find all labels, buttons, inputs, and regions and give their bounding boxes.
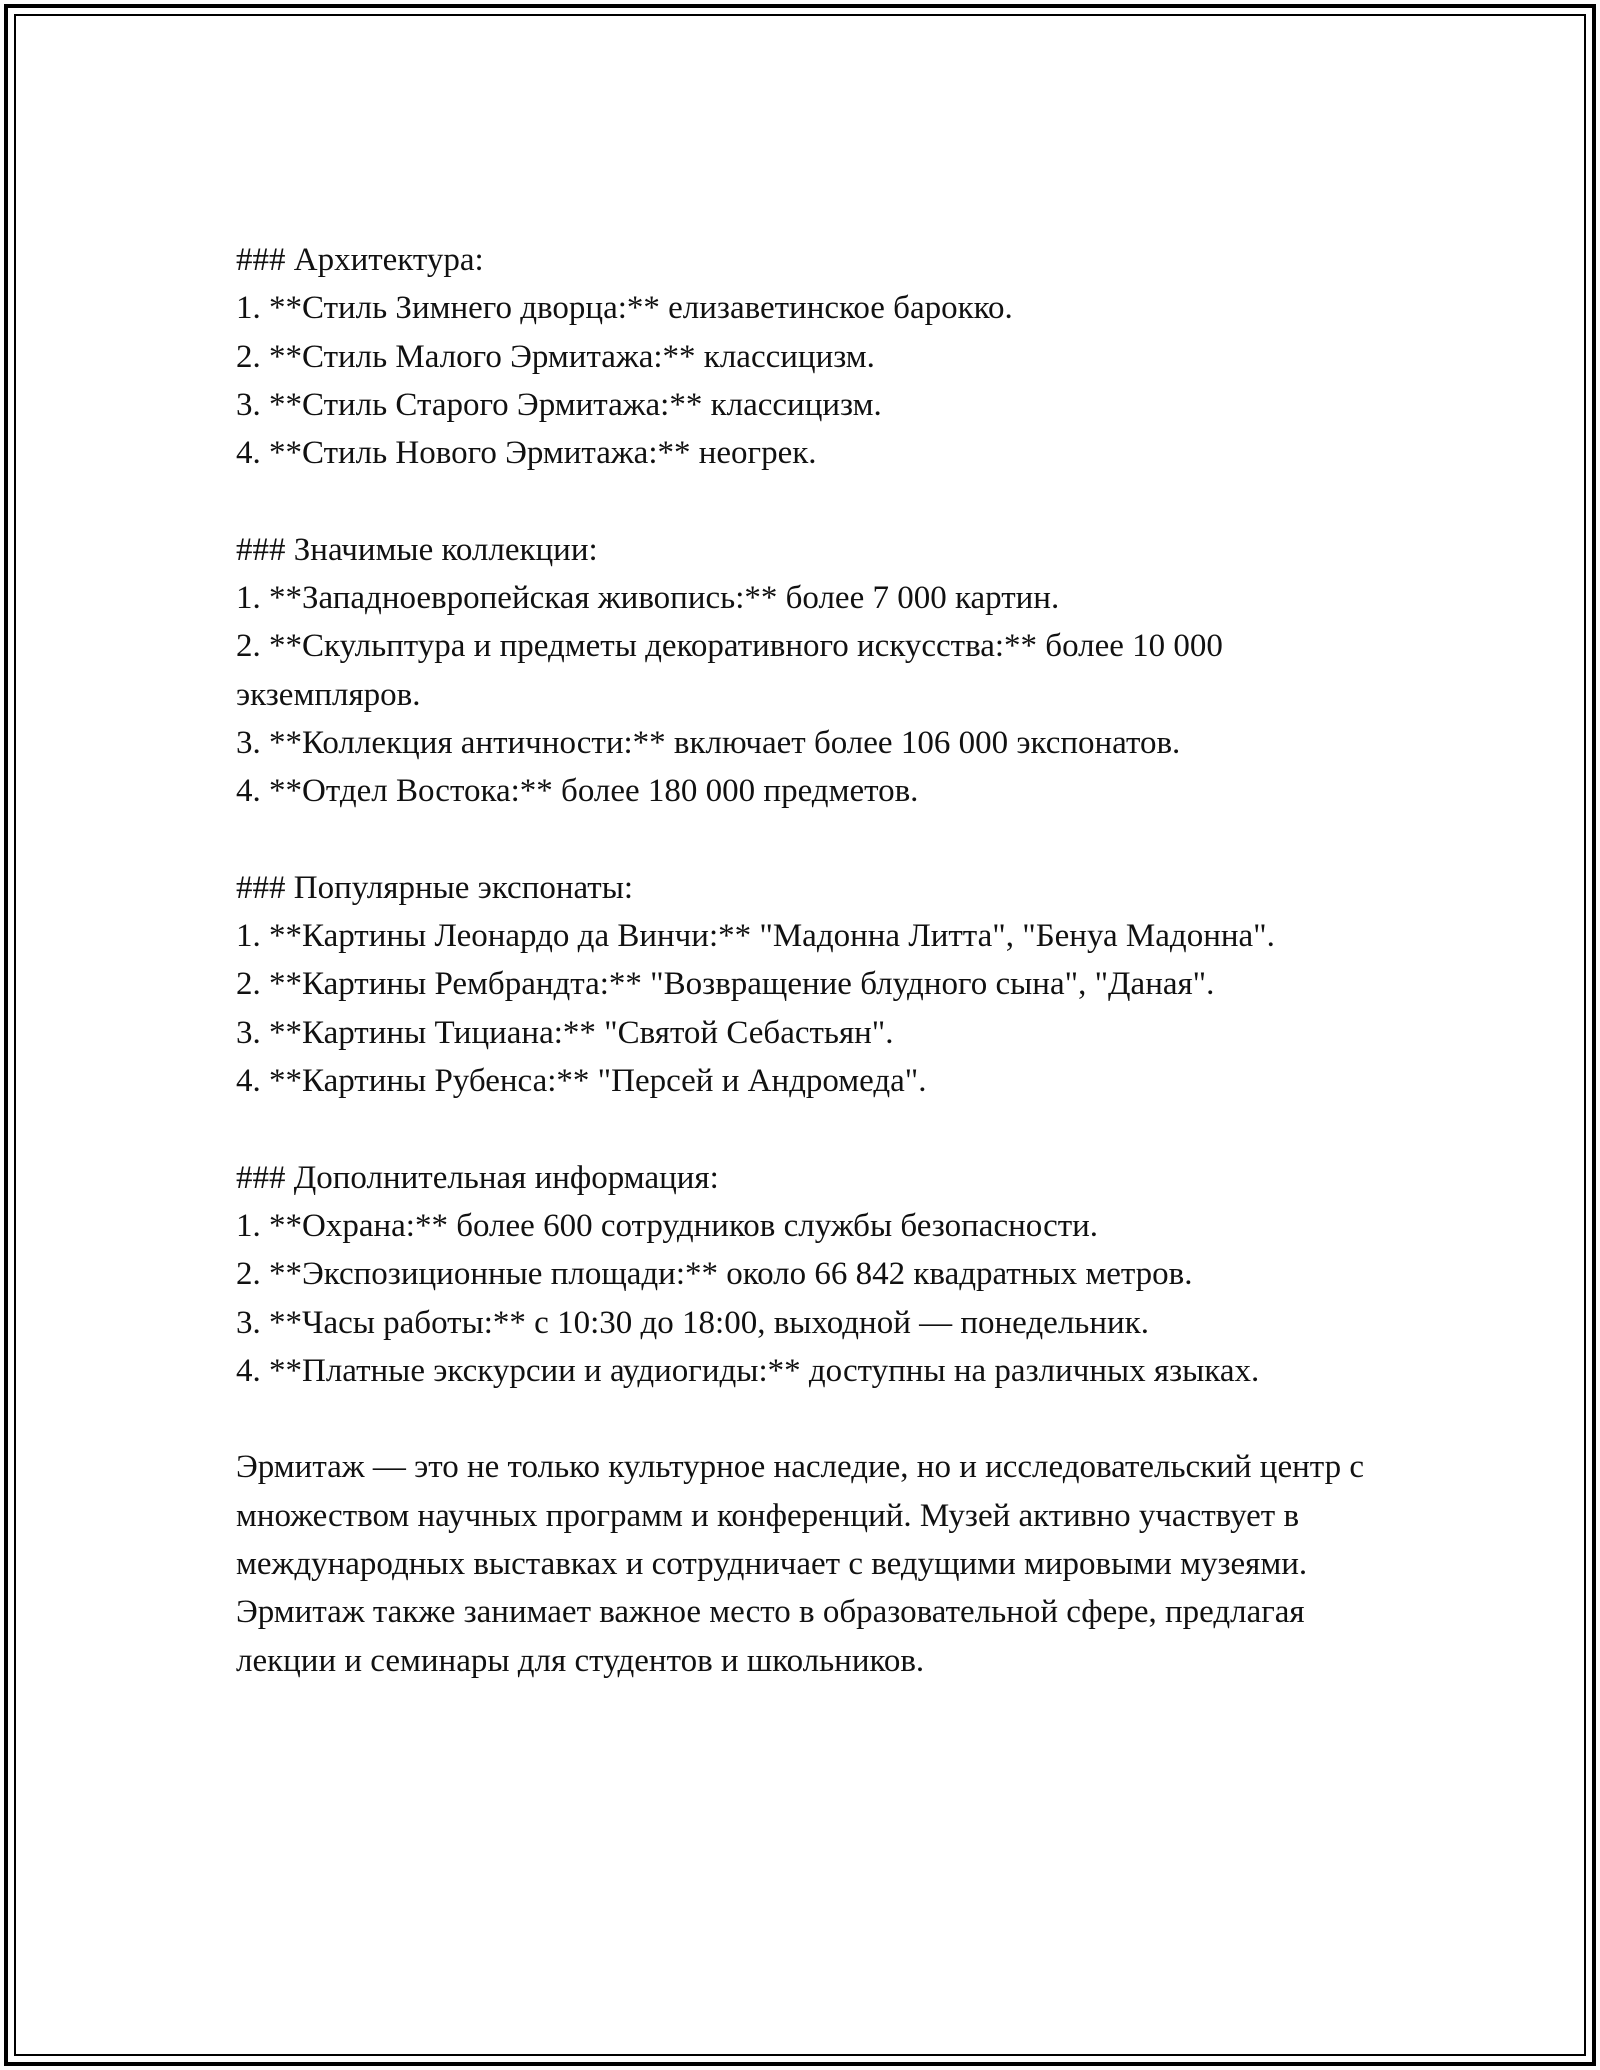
list-item: 3. **Стиль Старого Эрмитажа:** классицизм. bbox=[236, 386, 882, 423]
section-heading: ### Дополнительная информация: bbox=[236, 1159, 719, 1196]
section-popular-exhibits bbox=[236, 864, 1366, 1105]
list-item: 2. **Стиль Малого Эрмитажа:** классицизм. bbox=[236, 338, 875, 375]
list-item: 2. **Экспозиционные площади:** около 66 842 квадратных метров. bbox=[236, 1256, 1193, 1293]
list-item: 1. **Охрана:** более 600 сотрудников службы безопасности. bbox=[236, 1207, 1099, 1244]
section-heading: ### Архитектура: bbox=[236, 242, 484, 278]
section-heading: ### Значимые коллекции: bbox=[236, 531, 598, 568]
list-item: 1. **Картины Леонардо да Винчи:** "Мадонна Литта", "Бенуа Мадонна". bbox=[236, 918, 1275, 955]
document-body bbox=[236, 236, 1366, 1733]
list-item: 3. **Часы работы:** с 10:30 до 18:00, выходной — понедельник. bbox=[236, 1304, 1149, 1341]
list-item: 2. **Скульптура и предметы декоративного искусства:** более 10 000 экземпляров. bbox=[236, 628, 1223, 713]
list-item: 3. **Картины Тициана:** "Святой Себастьян". bbox=[236, 1014, 894, 1051]
list-item: 4. **Платные экскурсии и аудиогиды:** доступны на различных языках. bbox=[236, 1352, 1260, 1389]
list-item: 4. **Отдел Востока:** более 180 000 предметов. bbox=[236, 773, 919, 810]
section-heading: ### Популярные экспонаты: bbox=[236, 869, 634, 906]
list-item: 4. **Стиль Нового Эрмитажа:** неогрек. bbox=[236, 435, 817, 472]
list-item: 1. **Стиль Зимнего дворца:** елизаветинское барокко. bbox=[236, 290, 1013, 327]
section-architecture bbox=[236, 236, 1366, 477]
list-item: 3. **Коллекция античности:** включает более 106 000 экспонатов. bbox=[236, 724, 1181, 761]
list-item: 1. **Западноевропейская живопись:** более 7 000 картин. bbox=[236, 580, 1060, 617]
closing-paragraph bbox=[236, 1443, 1366, 1684]
section-collections bbox=[236, 526, 1366, 816]
list-item: 4. **Картины Рубенса:** "Персей и Андромеда". bbox=[236, 1063, 927, 1100]
paragraph-text: Эрмитаж — это не только культурное наследие, но и исследовательский центр с множеством научных программ и конференций. Музей активно участвует в международных выставках и сотрудничает с ведущими мировыми музеями. Эрмитаж также занимает важное место в образовательной сфере, предлагая лекции и семинары для студентов и школьников. bbox=[236, 1449, 1364, 1679]
list-item: 2. **Картины Рембрандта:** "Возвращение блудного сына", "Даная". bbox=[236, 966, 1215, 1003]
section-additional-info bbox=[236, 1154, 1366, 1395]
